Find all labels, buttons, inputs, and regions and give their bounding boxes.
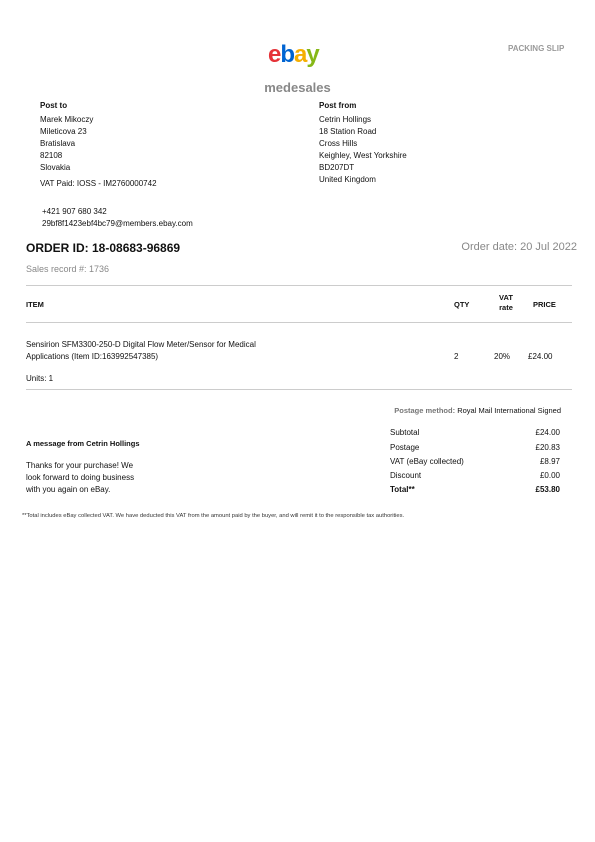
col-header-price: PRICE xyxy=(533,300,556,309)
seller-message-line: Thanks for your purchase! We xyxy=(26,461,134,470)
postage-method-label: Postage method: xyxy=(394,406,456,415)
vat-paid: VAT Paid: IOSS - IM2760000742 xyxy=(40,179,157,188)
discount-label: Discount xyxy=(390,471,422,480)
seller-message-title: A message from Cetrin Hollings xyxy=(26,439,140,448)
seller-message-line: with you again on eBay. xyxy=(26,485,111,494)
total-label: Total** xyxy=(390,485,415,494)
logo-letter-b: b xyxy=(280,41,295,68)
seller-message-line: look forward to doing business xyxy=(26,473,135,482)
post-to-title: Post to xyxy=(40,101,68,110)
shop-name: medesales xyxy=(264,80,331,95)
col-header-vat-line2: rate xyxy=(499,303,513,312)
col-header-qty: QTY xyxy=(454,300,470,309)
col-header-vat-line1: VAT xyxy=(499,293,513,302)
post-to-line: Mileticova 23 xyxy=(40,127,87,136)
col-header-item: ITEM xyxy=(26,300,44,309)
item-units: Units: 1 xyxy=(26,374,54,383)
buyer-email: 29bf8f1423ebf4bc79@members.ebay.com xyxy=(42,219,193,228)
item-description xyxy=(26,339,256,363)
table-header-divider xyxy=(26,322,572,323)
table-top-divider xyxy=(26,285,572,286)
post-from-line: Keighley, West Yorkshire xyxy=(319,151,407,160)
vat-value: £8.97 xyxy=(539,457,560,466)
subtotal-label: Subtotal xyxy=(390,428,420,437)
post-from-title: Post from xyxy=(319,101,357,110)
post-from-line: 18 Station Road xyxy=(319,127,377,136)
logo-letter-y: y xyxy=(306,41,319,68)
postage-value: £20.83 xyxy=(535,443,560,452)
post-to-line: Marek Mikoczy xyxy=(40,115,94,124)
discount-value: £0.00 xyxy=(539,471,560,480)
item-description-line: Sensirion SFM3300-250-D Digital Flow Meter/Sensor for Medical xyxy=(26,340,256,349)
order-date: Order date: 20 Jul 2022 xyxy=(461,241,577,253)
postage-method-value: Royal Mail International Signed xyxy=(457,406,561,415)
item-vat-rate: 20% xyxy=(494,352,511,361)
vat-label: VAT (eBay collected) xyxy=(390,457,464,466)
post-from-line: United Kingdom xyxy=(319,175,376,184)
vat-footnote: **Total includes eBay collected VAT. We have deducted this VAT from the amount paid by the buyer, and will remit it to the responsible tax authorities. xyxy=(22,513,405,519)
table-bottom-divider xyxy=(26,389,572,390)
item-qty: 2 xyxy=(454,352,459,361)
post-to-line: Bratislava xyxy=(40,139,76,148)
post-to-line: Slovakia xyxy=(40,163,71,172)
item-description-line: Applications (Item ID:163992547385) xyxy=(26,352,159,361)
total-value: £53.80 xyxy=(535,485,560,494)
postage-label: Postage xyxy=(390,443,420,452)
buyer-phone: +421 907 680 342 xyxy=(42,207,107,216)
post-to-line: 82108 xyxy=(40,151,63,160)
sales-record: Sales record #: 1736 xyxy=(26,264,110,274)
logo-letter-e: e xyxy=(268,41,281,68)
col-header-vat xyxy=(493,293,519,313)
post-from-line: BD207DT xyxy=(319,163,355,172)
post-from-address xyxy=(319,114,407,186)
order-id: ORDER ID: 18-08683-96869 xyxy=(26,241,181,255)
item-price: £24.00 xyxy=(528,352,553,361)
post-from-line: Cross Hills xyxy=(319,139,358,148)
post-from-line: Cetrin Hollings xyxy=(319,115,372,124)
subtotal-value: £24.00 xyxy=(535,428,560,437)
packing-slip-title: PACKING SLIP xyxy=(508,44,565,53)
ebay-logo xyxy=(268,41,319,69)
postage-method xyxy=(394,406,561,415)
post-to-address xyxy=(40,114,93,174)
logo-letter-a: a xyxy=(294,41,307,68)
seller-message-body xyxy=(26,460,166,496)
